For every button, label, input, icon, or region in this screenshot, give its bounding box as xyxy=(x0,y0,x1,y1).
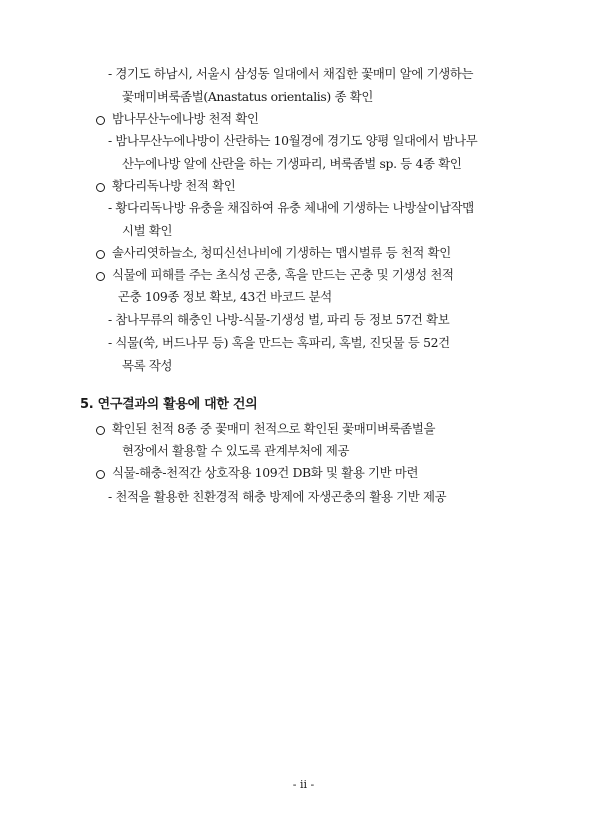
circle-bullet-icon xyxy=(96,116,105,125)
continuation-line: 곤충 109종 정보 확보, 43건 바코드 분석 xyxy=(118,289,332,304)
circle-bullet-icon xyxy=(96,183,105,192)
circle-bullet-icon xyxy=(96,250,105,259)
continuation-line: 꽃매미벼룩좀벌(Anastatus orientalis) 종 확인 xyxy=(122,89,373,104)
circle-bullet-icon xyxy=(96,272,105,281)
bullet-dash-line: - 참나무류의 해충인 나방-식물-기생성 벌, 파리 등 정보 57건 확보 xyxy=(108,312,450,327)
bullet-circle-line: 솔사리엿하늘소, 청띠신선나비에 기생하는 맵시벌류 등 천적 확인 xyxy=(112,245,451,260)
bullet-dash-line: - 천적을 활용한 친환경적 해충 방제에 자생곤충의 활용 기반 제공 xyxy=(108,489,447,504)
bullet-circle-line: 식물에 피해를 주는 초식성 곤충, 혹을 만드는 곤충 및 기생성 천적 xyxy=(112,267,454,282)
continuation-line: 시벌 확인 xyxy=(122,223,173,238)
continuation-line: 현장에서 활용할 수 있도록 관계부처에 제공 xyxy=(122,443,350,458)
bullet-circle-line: 밤나무산누에나방 천적 확인 xyxy=(112,111,259,126)
circle-bullet-icon xyxy=(96,426,105,435)
bullet-circle-line: 식물-해충-천적간 상호작용 109건 DB화 및 활용 기반 마련 xyxy=(112,465,419,480)
page-number: - ii - xyxy=(292,778,315,791)
bullet-circle-line: 확인된 천적 8종 중 꽃매미 천적으로 확인된 꽃매미벼룩좀벌을 xyxy=(112,421,436,436)
continuation-line: 목록 작성 xyxy=(122,358,173,373)
circle-bullet-icon xyxy=(96,470,105,479)
section-heading: 5. 연구결과의 활용에 대한 건의 xyxy=(80,397,258,412)
bullet-dash-line: - 밤나무산누에나방이 산란하는 10월경에 경기도 양평 일대에서 밤나무 xyxy=(108,133,478,148)
bullet-circle-line: 황다리독나방 천적 확인 xyxy=(112,178,236,193)
bullet-dash-line: - 황다리독나방 유충을 채집하여 유충 체내에 기생하는 나방살이납작맵 xyxy=(108,200,474,215)
bullet-dash-line: - 식물(쑥, 버드나무 등) 혹을 만드는 혹파리, 혹벌, 진딧물 등 52건 xyxy=(108,335,450,350)
continuation-line: 산누에나방 알에 산란을 하는 기생파리, 벼룩좀벌 sp. 등 4종 확인 xyxy=(122,156,462,171)
bullet-dash-line: - 경기도 하남시, 서울시 삼성동 일대에서 채집한 꽃매미 알에 기생하는 xyxy=(108,66,474,81)
